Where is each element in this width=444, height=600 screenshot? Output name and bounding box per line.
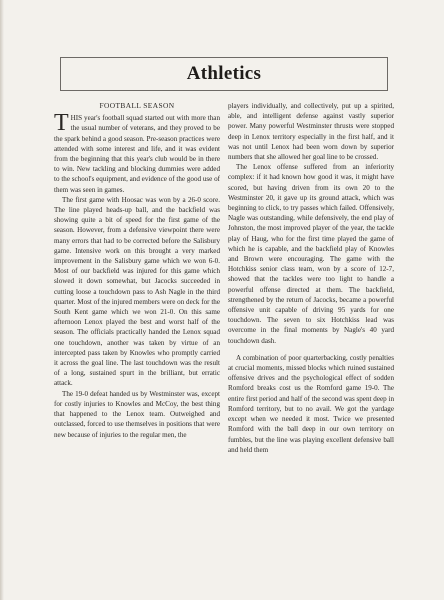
paragraph-5: The Lenox offense suffered from an inferiority complex: if it had known how good it was, it might have scored, but having driven from its own 20 to the Westminster 20, it gave up its ground attack, which was beginning to click, to try passes which failed. Offensively, Nagle was outstanding, while defensively, the end play of Johnston, the most improved player of the year, the tackle play of Haug, who for the first time played the game of which he is capable, and the backfield play of Knowles and Brown were encouraging. The game with the Hotchkiss senior class team, won by a score of 12-7, showed that the tackles were too light to handle a powerful offense directed at them. The backfield, strengthened by the return of Jacocks, became a powerful offensive unit capable of driving 95 yards for one touchdown. The seven to six Hotchkiss lead was overcome in the final moments by Nagle's 40 yard touchdown dash. [228,163,394,345]
paragraph-1 [54,110,220,195]
page-title: Athletics [186,63,262,84]
left-column [54,101,220,440]
right-column [228,101,394,455]
paragraph-2: The first game with Hoosac was won by a 26-0 score. The line played heads-up ball, and the backfield was showing quite a bit of speed for the first game of the season. However, from a defensive viewpoint there were many errors that had to be corrected before the Salisbury game. Intensive work on this brought a very marked improvement in the Salisbury game which we won 6-0. Most of our backfield was injured for this game which slowed it down somewhat, but Jacocks succeeded in cutting loose a touchdown pass to Ash Nagle in the third quarter. Most of the injured members were on deck for the South Kent game which we won 21-0. On this same afternoon Lenox played the best and worst half of the season. The officials practically handed the Lenox squad one touchdown, another was taken by virtue of an intercepted pass taken by Knowles who promptly carried it across the goal line. The last touchdown was the result of a long, sustained spurt in the brilliant, but erratic attack. [54,195,220,388]
paragraph-6: A combination of poor quarterbacking, costly penalties at crucial moments, missed blocks which ruined sustained offensive drives and the psychological effect of sodden Romford breaks cost us the Romford game 19-0. The entire first period and half of the second was spent deep in Romford territory, but to no avail. We got the yardage except when we needed it most. Twice we presented Romford with the ball deep in our own territory on fumbles, but the line was playing excellent defensive ball and held them [228,353,394,454]
drop-cap: T [54,110,69,137]
title-box [60,57,388,91]
article-heading: FOOTBALL SEASON [99,101,175,110]
paragraph-1-text: HIS year's football squad started out with more than the usual number of veterans, and they proved to be the spark behind a good season. Pre-season practices were attended with some interest and life, and it was evident from the beginning that this year's club would be in there to win. New tackling and blocking dummies were added to the school's equipment, and evidence of the good use of them was seen in games. [54,114,220,194]
paragraph-3: The 19-0 defeat handed us by Westminster was, except for costly injuries to Knowles and McCoy, the best thing that happened to the Lenox team. Outweighed and outclassed, forced to use themselves in positions that were new because of injuries to the regular men, the [54,389,220,439]
page-edge-shadow [0,0,4,600]
paragraph-4: players individually, and collectively, put up a spirited, able, and intelligent defense against vastly superior power. Many powerful Westminster thrusts were stopped deep in Lenox territory especially in the first half, and it was not until Lenox had been worn down by superior numbers that she allowed her goal line to be crossed. [228,102,394,162]
